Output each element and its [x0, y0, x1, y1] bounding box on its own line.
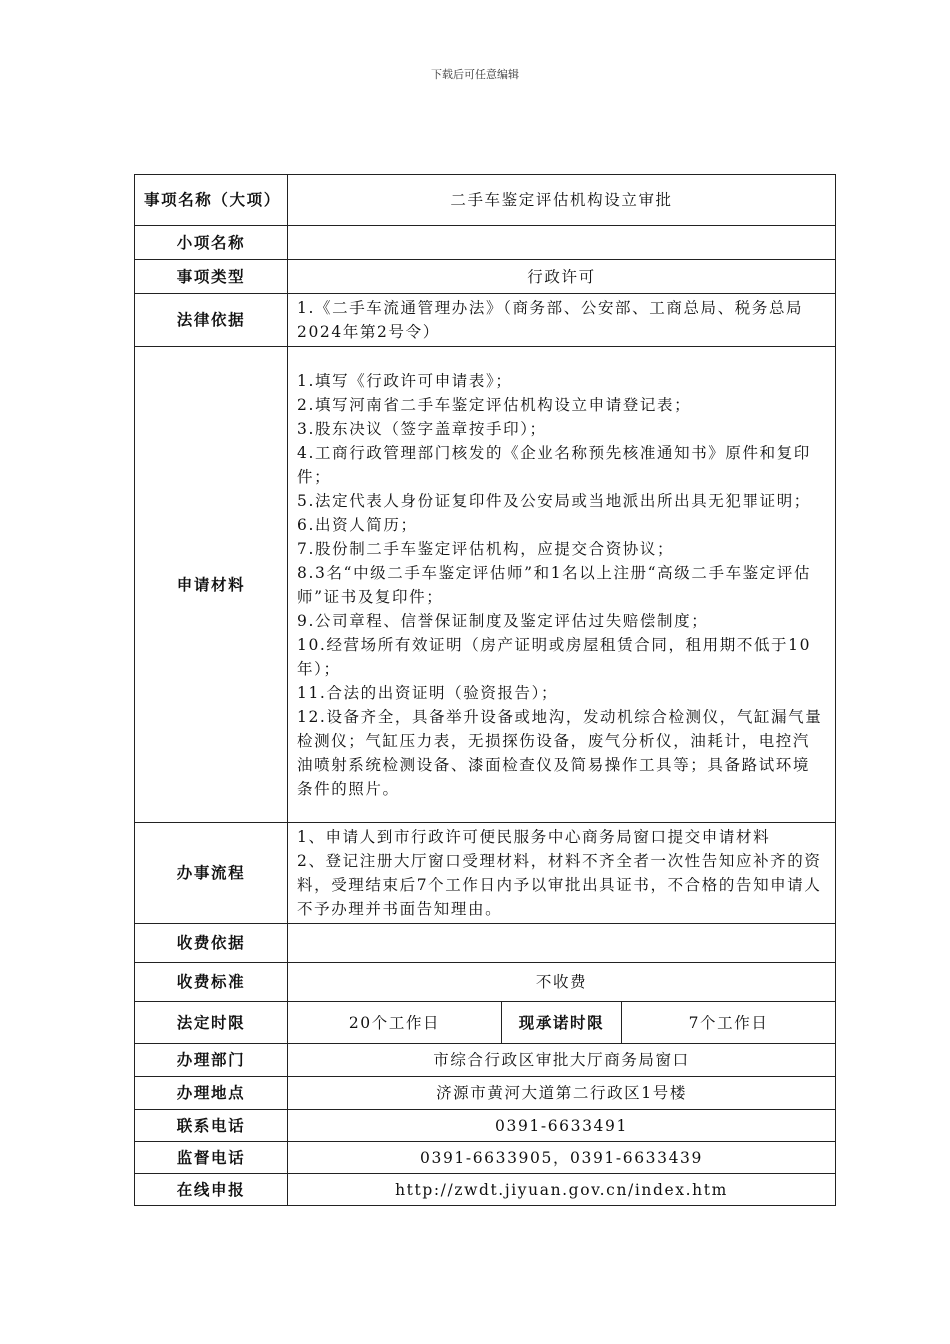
online-label: 在线申报 — [135, 1174, 288, 1206]
legal-basis-label: 法律依据 — [135, 294, 288, 347]
process-steps — [288, 823, 836, 924]
material-item: 4.工商行政管理部门核发的《企业名称预先核准通知书》原件和复印件； — [297, 443, 811, 486]
row-item-type — [135, 260, 836, 294]
item-name-value: 二手车鉴定评估机构设立审批 — [288, 175, 836, 226]
fee-standard-label: 收费标准 — [135, 963, 288, 1002]
process-label: 办事流程 — [135, 823, 288, 924]
time-limit-label: 法定时限 — [135, 1002, 288, 1044]
supervision-phone-value: 0391-6633905，0391-6633439 — [288, 1142, 836, 1174]
department-value: 市综合行政区审批大厅商务局窗口 — [288, 1044, 836, 1077]
material-item: 3.股东决议（签字盖章按手印）； — [297, 419, 547, 438]
item-name-label: 事项名称（大项） — [135, 175, 288, 226]
row-materials — [135, 347, 836, 823]
row-legal-basis — [135, 294, 836, 347]
location-value: 济源市黄河大道第二行政区1号楼 — [288, 1077, 836, 1110]
row-supervision-phone — [135, 1142, 836, 1174]
row-fee-standard — [135, 963, 836, 1002]
process-step: 2、登记注册大厅窗口受理材料，材料不齐全者一次性告知应补齐的资料，受理结束后7个工作日内予以审批出具证书，不合格的告知申请人不予办理并书面告知理由。 — [297, 852, 822, 918]
phone-label: 联系电话 — [135, 1110, 288, 1142]
row-sub-item — [135, 226, 836, 260]
row-time-limit — [135, 1002, 836, 1044]
row-phone — [135, 1110, 836, 1142]
item-type-label: 事项类型 — [135, 260, 288, 294]
sub-item-label: 小项名称 — [135, 226, 288, 260]
material-item: 8.3名“中级二手车鉴定评估师”和1名以上注册“高级二手车鉴定评估师”证书及复印件； — [297, 563, 812, 606]
row-fee-basis — [135, 924, 836, 963]
fee-standard-value: 不收费 — [288, 963, 836, 1002]
location-label: 办理地点 — [135, 1077, 288, 1110]
process-step: 1、申请人到市行政许可便民服务中心商务局窗口提交申请材料 — [297, 828, 771, 846]
material-item: 12.设备齐全，具备举升设备或地沟，发动机综合检测仪，气缸漏气量检测仪；气缸压力表，无损探伤设备，废气分析仪，油耗计，电控汽油喷射系统检测设备、漆面检查仪及简易操作工具等；具备路试环境条件的照片。 — [297, 707, 823, 798]
materials-list — [288, 347, 836, 823]
row-process — [135, 823, 836, 924]
material-item: 1.填写《行政许可申请表》； — [297, 371, 513, 390]
material-item: 10.经营场所有效证明（房产证明或房屋租赁合同，租用期不低于10年）； — [297, 635, 812, 678]
material-item: 6.出资人简历； — [297, 515, 418, 534]
row-online — [135, 1174, 836, 1206]
sub-item-value — [288, 226, 836, 260]
materials-label: 申请材料 — [135, 347, 288, 823]
approval-form-table — [134, 174, 836, 1206]
department-label: 办理部门 — [135, 1044, 288, 1077]
time-limit-value: 20个工作日 — [288, 1002, 502, 1044]
material-item: 11.合法的出资证明（验资报告）； — [297, 683, 559, 702]
row-location — [135, 1077, 836, 1110]
phone-value: 0391-6633491 — [288, 1110, 836, 1142]
header-note: 下载后可任意编辑 — [431, 68, 519, 81]
row-item-name — [135, 175, 836, 226]
material-item: 5.法定代表人身份证复印件及公安局或当地派出所出具无犯罪证明； — [297, 491, 811, 510]
item-type-value: 行政许可 — [288, 260, 836, 294]
promise-time-label: 现承诺时限 — [502, 1002, 622, 1044]
legal-basis-value: 1.《二手车流通管理办法》（商务部、公安部、工商总局、税务总局2024年第2号令） — [288, 294, 836, 347]
row-department — [135, 1044, 836, 1077]
material-item: 9.公司章程、信誉保证制度及鉴定评估过失赔偿制度； — [297, 611, 709, 630]
supervision-phone-label: 监督电话 — [135, 1142, 288, 1174]
material-item: 2.填写河南省二手车鉴定评估机构设立申请登记表； — [297, 395, 692, 414]
material-item: 7.股份制二手车鉴定评估机构，应提交合资协议； — [297, 539, 675, 558]
promise-time-value: 7个工作日 — [622, 1002, 836, 1044]
fee-basis-label: 收费依据 — [135, 924, 288, 963]
online-url[interactable]: http://zwdt.jiyuan.gov.cn/index.htm — [288, 1174, 836, 1206]
fee-basis-value — [288, 924, 836, 963]
